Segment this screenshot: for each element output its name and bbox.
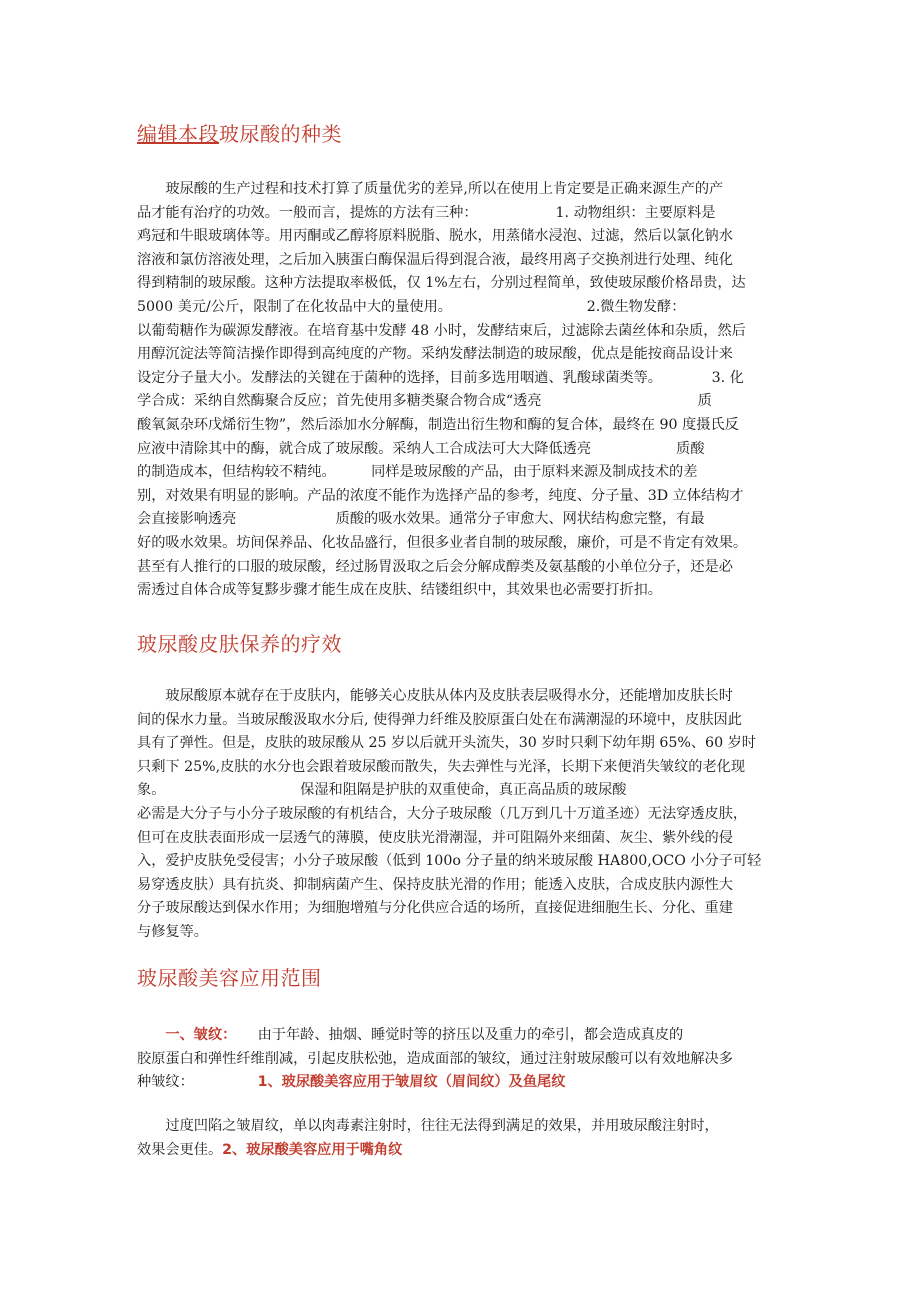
text-line: 但可在皮肤表面形成一层透气的薄膜，使皮肤光滑潮湿，并可阻隔外来细菌、灰尘、紫外线的侵 <box>137 829 733 846</box>
text-line: 甚至有人推行的口服的玻尿酸，经过肠胃汲取之后会分解成醇类及氨基酸的小单位分子，还是必 <box>137 558 733 575</box>
text-line: 胶原蛋白和弹性纤维削减，引起皮肤松弛，造成面部的皱纹，通过注射玻尿酸可以有效地解决多 <box>137 1050 733 1067</box>
text-line: 分子玻尿酸达到保水作用；为细胞增殖与分化供应合适的场所，直接促进细胞生长、分化、重建 <box>137 900 733 917</box>
text-line: 与修复等。 <box>137 923 208 940</box>
text-line: 的制造成本，但结构较不精纯。 同样是玻尿酸的产品，由于原料来源及制成技术的差 <box>137 464 698 481</box>
text-line: 会直接影响透亮 质酸的吸水效果。通常分子审愈大、网状结构愈完整，有最 <box>137 511 705 528</box>
text-line: 易穿透皮肤）具有抗炎、抑制病菌产生、保持皮肤光滑的作用；能透入皮肤，合成皮肤内源性大 <box>137 876 733 893</box>
text-line: 入，爱护皮肤免受侵害；小分子玻尿酸（低到 100o 分子量的纳米玻尿酸 HA800,OCO 小分子可轻 <box>137 853 762 870</box>
section-heading-applications: 玻尿酸美容应用范围 <box>137 966 322 990</box>
text-line <box>137 1071 797 1095</box>
text-line: 设定分子量大小。发酵法的关键在于菌种的选择，目前多选用咽遒、乳酸球菌类等。 3. 化 <box>137 369 744 386</box>
text-line: 用醇沉淀法等简洁操作即得到高纯度的产物。采纳发酵法制造的玻尿酸，优点是能按商品设计来 <box>137 346 733 363</box>
subheading-frown-lines: 1、玻尿酸美容应用于皱眉纹（眉间纹）及鱼尾纹 <box>257 1074 566 1091</box>
text-line: 应液中清除其中的酶，就合成了玻尿酸。采纳人工合成法可大大降低透亮 质酸 <box>137 440 705 457</box>
text-line: 玻尿酸原本就存在于皮肤内，能够关心皮肤从体内及皮肤表层吸得水分，还能增加皮肤长时 <box>137 688 733 704</box>
text-line: 具有了弹性。但是，皮肤的玻尿酸从 25 岁以后就开头流失，30 岁时只剩下幼年期 65%、60 岁时 <box>137 735 756 752</box>
wrinkle-label: 一、皱纹： <box>165 1027 230 1043</box>
line-text: 种皱纹： <box>137 1074 258 1091</box>
paragraph-applications <box>137 1024 797 1095</box>
paragraph-types <box>137 178 797 603</box>
section-heading-types <box>137 118 342 147</box>
text-line: 以葡萄糖作为碳源发酵液。在培育基中发酵 48 小时，发酵结束后，过滤除去菌丝体和杂质，然后 <box>137 322 746 339</box>
text-line: 好的吸水效果。坊间保养品、化妆品盛行，但很多业者自制的玻尿酸，廉价，可是不肯定有效果。 <box>137 534 748 551</box>
text-line <box>137 1139 797 1163</box>
text-line: 溶液和氯仿溶液处理，之后加入胰蛋白酶保温后得到混合液，最终用离子交换剂进行处理、纯化 <box>137 251 733 268</box>
text-line: 5000 美元/公斤，限制了在化妆品中大的量使用。 2.微生物发酵： <box>137 298 686 315</box>
text-line: 过度凹陷之皱眉纹，单以肉毒素注射时，往往无法得到满足的效果，并用玻尿酸注射时， <box>137 1118 719 1134</box>
line-text: 效果会更佳。 <box>137 1141 223 1158</box>
text-line: 需透过自体合成等复黟步骤才能生成在皮肤、结镂组织中，其效果也必需要打折扣。 <box>137 582 662 599</box>
text-line <box>137 1024 797 1048</box>
line-text: 由于年龄、抽烟、睡觉时等的挤压以及重力的牵引，都会造成真皮的 <box>229 1027 684 1043</box>
text-line: 间的保水力量。当玻尿酸汲取水分后, 使得弹力纤维及胶原蛋白处在布满潮湿的环境中，皮肤因此 <box>137 711 742 728</box>
paragraph-skincare <box>137 685 797 945</box>
section-heading-skincare: 玻尿酸皮肤保养的疗效 <box>137 632 342 656</box>
heading-text: 玻尿酸的种类 <box>219 122 342 146</box>
text-line: 酸氧氮杂环戊烯衍生物”，然后添加水分解酶，制造出衍生物和酶的复合体，最终在 90 度摄氏反 <box>137 416 739 433</box>
subheading-mouth-lines: 2、玻尿酸美容应用于嘴角纹 <box>222 1141 403 1158</box>
text-line: 象。 保湿和阻隔是护肤的双重使命，真正高品质的玻尿酸 <box>137 782 627 799</box>
text-line: 得到精制的玻尿酸。这种方法提取率极低，仅 1%左右，分别过程简单，致使玻尿酸价格昂贵，达 <box>137 275 746 292</box>
text-line: 只剩下 25%,皮肤的水分也会跟着玻尿酸而散失，失去弹性与光泽，长期下来便消失皱纹的老化现 <box>137 758 746 775</box>
text-line: 必需是大分子与小分子玻尿酸的有机结合，大分子玻尿酸（几万到几十万道圣迹）无法穿透皮肤， <box>137 805 748 822</box>
text-line: 鸡冠和牛眼玻璃体等。用丙酮或乙醇将原料脱脂、脱水，用蒸储水浸泡、过滤，然后以氯化钠水 <box>137 228 733 245</box>
edit-section-link[interactable]: 编辑本段 <box>137 122 219 146</box>
text-line: 别，对效果有明显的影响。产品的浓度不能作为选择产品的参考，纯度、分子量、3D 立体结构才 <box>137 487 744 504</box>
text-line: 品才能有治疗的功效。一般而言，提炼的方法有三种： 1. 动物组织：主要原料是 <box>137 204 716 221</box>
text-line: 玻尿酸的生产过程和技术打算了质量优劣的差异,所以在使用上肯定要是正确来源生产的产 <box>137 181 724 197</box>
text-line: 学合成：采纳自然酶聚合反应；首先使用多糖类聚合物合成“透亮 质 <box>137 393 712 410</box>
paragraph-frown-lines <box>137 1115 797 1162</box>
